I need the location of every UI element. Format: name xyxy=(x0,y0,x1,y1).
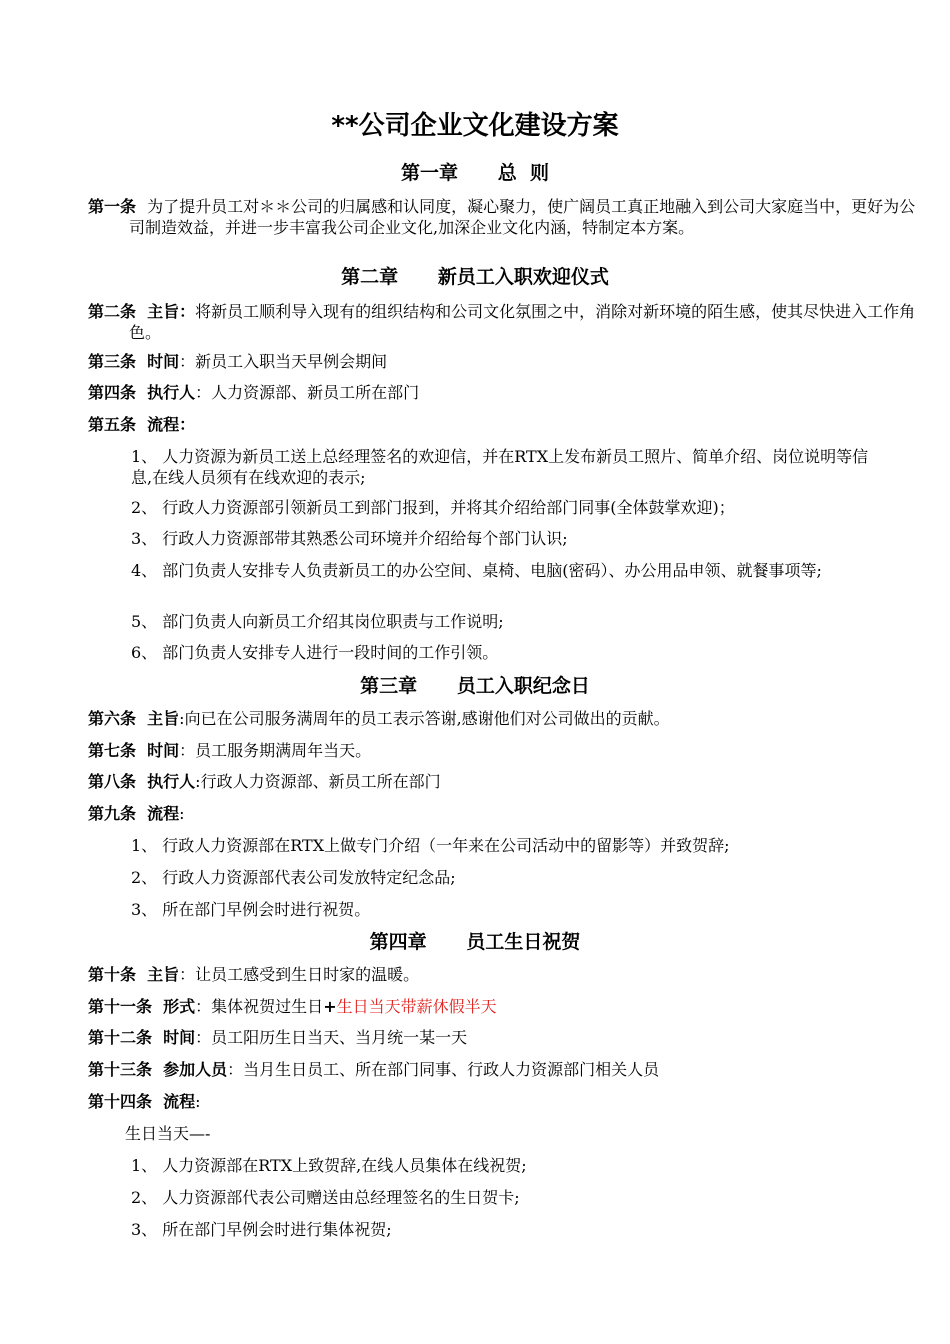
article-5-item-4 xyxy=(131,560,881,581)
article-4-text: ：人力资源部、新员工所在部门 xyxy=(195,383,420,402)
article-8-label: 第八条 xyxy=(88,772,148,791)
article-9-text: : xyxy=(179,804,185,823)
item-text: 部门负责人安排专人负责新员工的办公空间、桌椅、电脑(密码）、办公用品申领、就餐事项等; xyxy=(162,561,822,580)
article-5-label2: 流程： xyxy=(147,415,196,434)
item-text: 行政人力资源部引领新员工到部门报到，并将其介绍给部门同事(全体鼓掌欢迎)； xyxy=(162,498,735,517)
item-text: 行政人力资源部带其熟悉公司环境并介绍给每个部门认识; xyxy=(162,529,568,548)
article-4-label: 第四条 xyxy=(88,383,148,402)
document-title: **公司企业文化建设方案 xyxy=(331,111,619,141)
item-text: 部门负责人向新员工介绍其岗位职责与工作说明; xyxy=(162,612,504,631)
article-11-plus: + xyxy=(323,997,337,1016)
article-5-item-2 xyxy=(131,497,881,518)
chapter-1-title: 第一章 总 则 xyxy=(401,162,549,184)
item-number: 5、 xyxy=(131,612,163,631)
article-2-text: 将新员工顺利导入现有的组织结构和公司文化氛围之中，消除对新环境的陌生感，使其尽快进入工作角色。 xyxy=(129,302,916,342)
article-14-text: : xyxy=(195,1092,201,1111)
article-13-text: ：当月生日员工、所在部门同事、行政人力资源部门相关人员 xyxy=(227,1060,660,1079)
article-13-label2: 参加人员 xyxy=(163,1060,228,1079)
item-number: 1、 xyxy=(131,1156,163,1175)
article-3-label2: 时间 xyxy=(147,352,180,371)
article-7-label2: 时间 xyxy=(147,741,180,760)
article-9-item-1 xyxy=(131,835,881,856)
article-3-text: ：新员工入职当天早例会期间 xyxy=(179,352,388,371)
article-11 xyxy=(88,996,878,1017)
article-4 xyxy=(88,382,878,403)
article-5-item-1 xyxy=(131,446,881,488)
article-12 xyxy=(88,1027,878,1048)
article-10-label2: 主旨 xyxy=(147,965,180,984)
article-14-item-2 xyxy=(131,1187,881,1208)
article-9-item-3 xyxy=(131,899,881,920)
article-12-text: ：员工阳历生日当天、当月统一某一天 xyxy=(195,1028,468,1047)
article-11-label2: 形式 xyxy=(163,997,196,1016)
article-8-text: :行政人力资源部、新员工所在部门 xyxy=(195,772,441,791)
article-3-label: 第三条 xyxy=(88,352,148,371)
article-1 xyxy=(88,196,919,238)
article-2-label: 第二条 xyxy=(88,302,148,321)
article-9 xyxy=(88,803,878,824)
article-12-label2: 时间 xyxy=(163,1028,196,1047)
article-7-text: ：员工服务期满周年当天。 xyxy=(179,741,372,760)
article-14-item-3 xyxy=(131,1219,881,1240)
article-5 xyxy=(88,414,878,435)
article-7 xyxy=(88,740,878,761)
article-4-label2: 执行人 xyxy=(147,383,196,402)
article-12-label: 第十二条 xyxy=(88,1028,164,1047)
article-5-item-6 xyxy=(131,642,881,663)
item-text: 人力资源为新员工送上总经理签名的欢迎信，并在RTX上发布新员工照片、简单介绍、岗位说明等信息,在线人员须有在线欢迎的表示; xyxy=(131,447,869,487)
article-5-label: 第五条 xyxy=(88,415,148,434)
item-number: 3、 xyxy=(131,900,163,919)
article-8-label2: 执行人 xyxy=(147,772,196,791)
article-1-label: 第一条 xyxy=(88,197,148,216)
article-11-label: 第十一条 xyxy=(88,997,164,1016)
chapter-2-title: 第二章 新员工入职欢迎仪式 xyxy=(341,266,609,288)
article-14-item-1 xyxy=(131,1155,881,1176)
item-text: 人力资源部代表公司赠送由总经理签名的生日贺卡; xyxy=(162,1188,520,1207)
article-14 xyxy=(88,1091,878,1112)
article-5-item-5 xyxy=(131,611,881,632)
item-number: 4、 xyxy=(131,561,163,580)
chapter-4-title: 第四章 员工生日祝贺 xyxy=(369,931,581,953)
article-2 xyxy=(88,301,919,343)
item-text: 行政人力资源部在RTX上做专门介绍（一年来在公司活动中的留影等）并致贺辞; xyxy=(162,836,730,855)
item-number: 2、 xyxy=(131,1188,163,1207)
article-14-label2: 流程 xyxy=(163,1092,196,1111)
article-6-label2: 主旨 xyxy=(147,709,180,728)
article-13 xyxy=(88,1059,878,1080)
article-5-item-3 xyxy=(131,528,881,549)
item-text: 所在部门早例会时进行祝贺。 xyxy=(162,900,371,919)
chapter-3-title: 第三章 员工入职纪念日 xyxy=(360,675,590,697)
item-number: 3、 xyxy=(131,529,163,548)
item-number: 6、 xyxy=(131,643,163,662)
article-2-label2: 主旨： xyxy=(147,302,196,321)
item-text: 部门负责人安排专人进行一段时间的工作引领。 xyxy=(162,643,499,662)
article-8 xyxy=(88,771,878,792)
article-9-item-2 xyxy=(131,867,881,888)
article-6 xyxy=(88,708,878,729)
article-6-text: :向已在公司服务满周年的员工表示答谢,感谢他们对公司做出的贡献。 xyxy=(179,709,670,728)
article-14-subheading: 生日当天—- xyxy=(125,1124,211,1143)
article-13-label: 第十三条 xyxy=(88,1060,164,1079)
article-10 xyxy=(88,964,878,985)
item-text: 所在部门早例会时进行集体祝贺; xyxy=(162,1220,392,1239)
item-text: 行政人力资源部代表公司发放特定纪念品; xyxy=(162,868,456,887)
article-14-label: 第十四条 xyxy=(88,1092,164,1111)
item-number: 2、 xyxy=(131,498,163,517)
item-number: 1、 xyxy=(131,836,163,855)
article-9-label2: 流程 xyxy=(147,804,180,823)
article-6-label: 第六条 xyxy=(88,709,148,728)
article-7-label: 第七条 xyxy=(88,741,148,760)
article-1-text: 为了提升员工对＊＊公司的归属感和认同度，凝心聚力，使广阔员工真正地融入到公司大家庭当中，更好为公司制造效益，并进一步丰富我公司企业文化,加深企业文化内涵，特制定本方案。 xyxy=(129,197,916,237)
item-number: 3、 xyxy=(131,1220,163,1239)
item-text: 人力资源部在RTX上致贺辞,在线人员集体在线祝贺; xyxy=(162,1156,527,1175)
article-3 xyxy=(88,351,878,372)
article-10-label: 第十条 xyxy=(88,965,148,984)
item-number: 2、 xyxy=(131,868,163,887)
article-10-text: ：让员工感受到生日时家的温暖。 xyxy=(179,965,420,984)
article-11-text: ：集体祝贺过生日 xyxy=(195,997,324,1016)
article-11-highlight: 生日当天带薪休假半天 xyxy=(336,997,497,1016)
article-9-label: 第九条 xyxy=(88,804,148,823)
item-number: 1、 xyxy=(131,447,163,466)
